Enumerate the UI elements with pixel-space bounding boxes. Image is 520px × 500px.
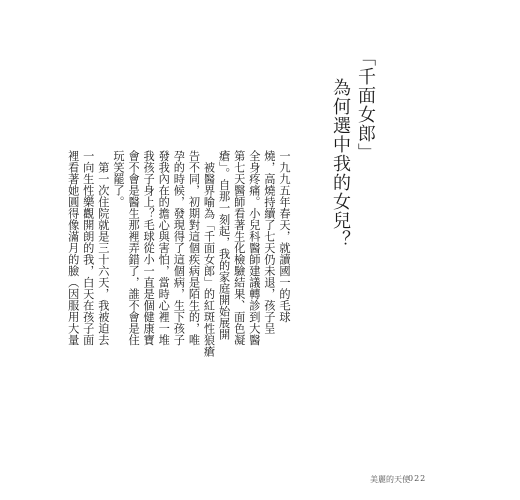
body-text (66, 150, 293, 460)
running-footer-book-title: 美麗的天使 (370, 475, 410, 484)
page-number: 022 (408, 474, 427, 483)
body-column: 孕的時候，發現得了這個病，生下孩子 (172, 150, 186, 346)
body-column: 告不同，初期對這個疾病是陌生的，唯 (187, 150, 201, 346)
body-column: 一向生性樂觀開朗的我，白天在孩子面 (81, 150, 95, 346)
body-column: 瘡」。自那一刻起，我的家庭開始展開 (217, 150, 231, 340)
chapter-title-line-2: 為何選中我的女兒？ (330, 78, 351, 249)
body-column: 發我內在的擔心與害怕，當時心裡一堆 (157, 150, 171, 346)
body-column: 第七天醫師看著生化檢驗結果、面色凝 (232, 150, 246, 346)
body-column: 燒，高燒持續了七天仍未退，孩子呈 (262, 150, 276, 334)
body-column: 被醫界喻為「千面女郎」的紅斑性狼瘡 (202, 150, 216, 357)
body-column: 玩笑罷了。 (111, 150, 125, 208)
body-column: 第一次住院就是三十六天，我被迫去 (96, 150, 110, 346)
body-column: 我孩子身上？毛球從小一直是個健康寶 (142, 150, 156, 346)
body-column: 會不會是醫生那裡弄錯了，誰不會是住 (127, 150, 141, 346)
body-column: 全身疼痛。小兒科醫師建議轉診到大醫 (247, 150, 261, 346)
body-column: 裡看著她圓得像滿月的臉（因服用大量 (66, 150, 80, 346)
body-column: 一九九五年春天，就讀國一的毛球 (278, 150, 291, 323)
chapter-title-line-1: 「千面女郎」 (355, 48, 376, 162)
